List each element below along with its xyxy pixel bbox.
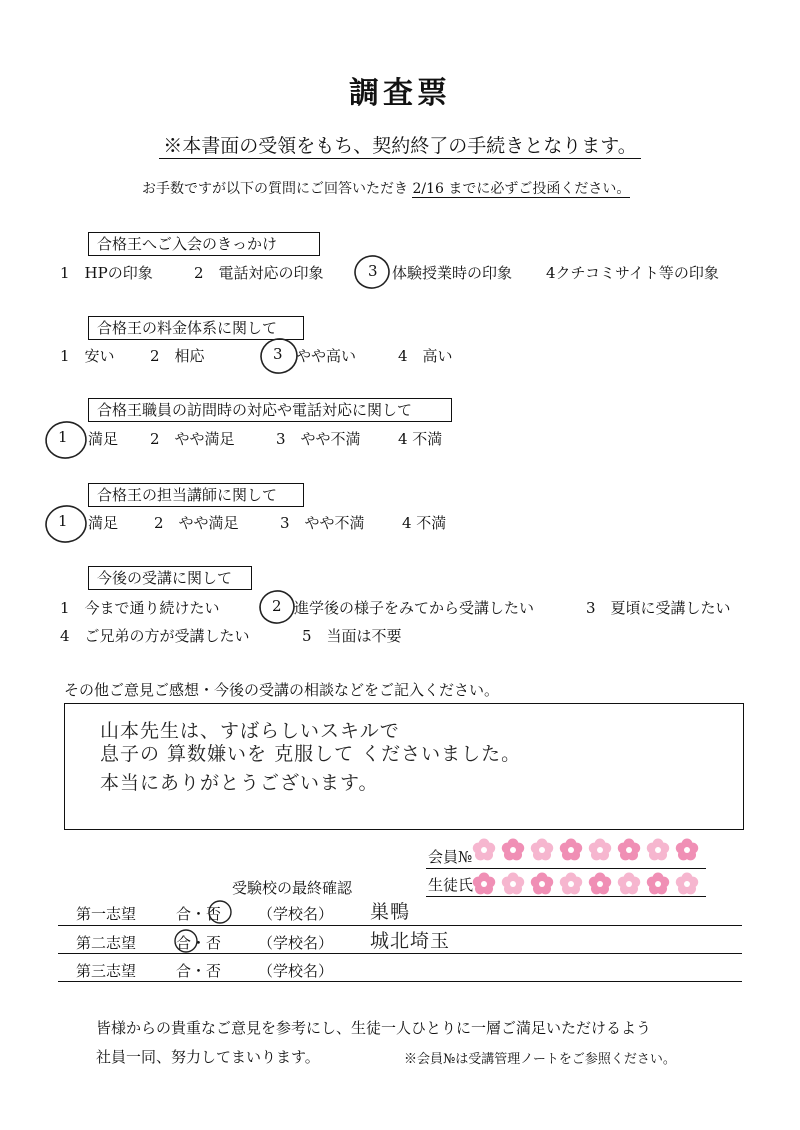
q4-option-4[interactable]: 4 不満 <box>402 514 447 532</box>
q3-option-4[interactable]: 4 不満 <box>398 430 443 448</box>
question-1-heading: 合格王へご入会のきっかけ <box>88 232 320 256</box>
comment-line-1: 山本先生は、すばらしいスキルで <box>100 720 400 742</box>
school-1-name: 巣鴨 <box>370 901 411 923</box>
school-confirm-label: 受験校の最終確認 <box>232 879 353 897</box>
school-3-choice: 第三志望 <box>76 962 137 980</box>
flower-mark <box>618 873 640 895</box>
question-4-heading: 合格王の担当講師に関して <box>88 483 304 507</box>
q5-option-4[interactable]: 4 ご兄弟の方が受講したい <box>60 627 250 645</box>
member-number-label: 会員№ <box>428 848 473 866</box>
flower-mark <box>473 839 495 861</box>
q5-option-3[interactable]: 3 夏頃に受講したい <box>586 599 731 617</box>
school-3-rule <box>58 981 742 982</box>
school-2-name: 城北埼玉 <box>370 930 451 952</box>
q2-option-3[interactable]: やや高い <box>296 347 357 365</box>
q4-answer-circle <box>44 503 89 544</box>
q5-option-5[interactable]: 5 当面は不要 <box>302 627 402 645</box>
school-1-choice: 第一志望 <box>76 905 137 923</box>
flower-mark <box>676 873 698 895</box>
q1-option-3-number[interactable]: 3 <box>368 262 378 280</box>
question-2-heading: 合格王の料金体系に関して <box>88 316 304 340</box>
comment-line-3: 本当にありがとうございます。 <box>100 772 379 794</box>
flower-mark <box>647 873 669 895</box>
deadline: 2/16 までに必ずご投函ください。 <box>412 181 631 197</box>
q3-option-1[interactable]: 満足 <box>88 430 119 448</box>
q1-option-3[interactable]: 体験授業時の印象 <box>392 264 513 282</box>
footer-note: ※会員№は受講管理ノートをご参照ください。 <box>404 1052 676 1067</box>
q5-answer-circle <box>257 588 296 625</box>
q1-option-4[interactable]: 4クチコミサイト等の印象 <box>546 264 719 282</box>
q3-answer-circle <box>44 419 89 460</box>
q1-option-2[interactable]: 2 電話対応の印象 <box>194 264 324 282</box>
notice: ※本書面の受領をもち、契約終了の手続きとなります。 <box>0 131 800 158</box>
school-2-rule <box>58 953 742 954</box>
q2-option-4[interactable]: 4 高い <box>398 347 453 365</box>
q4-option-1[interactable]: 満足 <box>88 514 119 532</box>
footer-line-2: 社員一同、努力してまいります。 <box>96 1048 320 1066</box>
comment-prompt: その他ご意見ご感想・今後の受講の相談などをご記入ください。 <box>64 681 500 699</box>
flower-mark <box>502 839 524 861</box>
flower-mark <box>560 873 582 895</box>
q1-option-1[interactable]: 1 HPの印象 <box>60 264 153 282</box>
flower-mark <box>531 873 553 895</box>
student-name-label: 生徒氏 <box>428 876 474 894</box>
question-5-heading: 今後の受講に関して <box>88 566 252 590</box>
school-2-name-label: （学校名） <box>258 934 334 952</box>
flower-mark <box>473 873 495 895</box>
q3-option-3[interactable]: 3 やや不満 <box>276 430 361 448</box>
q4-option-3[interactable]: 3 やや不満 <box>280 514 365 532</box>
flower-mark <box>560 839 582 861</box>
flower-mark <box>676 839 698 861</box>
redaction-flowers <box>468 838 708 898</box>
flower-mark <box>589 839 611 861</box>
q2-option-2[interactable]: 2 相応 <box>150 347 205 365</box>
flower-mark <box>531 839 553 861</box>
q3-option-1-number[interactable]: 1 <box>58 428 68 446</box>
q1-answer-circle <box>352 253 391 290</box>
q2-option-3-number[interactable]: 3 <box>273 345 283 363</box>
page-title: 調査票 <box>349 76 451 111</box>
flower-mark <box>502 873 524 895</box>
q5-option-2-number[interactable]: 2 <box>272 597 282 615</box>
footer-line-1: 皆様からの貴重なご意見を参考にし、生徒一人ひとりに一層ご満足いただけるよう <box>96 1019 652 1037</box>
q4-option-2[interactable]: 2 やや満足 <box>154 514 239 532</box>
q2-answer-circle <box>258 336 300 377</box>
school-2-result[interactable]: 合・否 <box>176 934 222 952</box>
school-1-result[interactable]: 合・否 <box>176 905 222 923</box>
flower-mark <box>618 839 640 861</box>
flower-mark <box>589 873 611 895</box>
q5-option-1[interactable]: 1 今まで通り続けたい <box>60 599 220 617</box>
school-2-choice: 第二志望 <box>76 934 137 952</box>
question-3-heading: 合格王職員の訪問時の対応や電話対応に関して <box>88 398 452 422</box>
q3-option-2[interactable]: 2 やや満足 <box>150 430 235 448</box>
q4-option-1-number[interactable]: 1 <box>58 512 68 530</box>
instructions: お手数ですが以下の質問にご回答いただき 2/16 までに必ずご投函ください。 <box>142 181 631 197</box>
comment-line-2: 息子の 算数嫌いを 克服して くださいました。 <box>100 743 522 765</box>
q2-option-1[interactable]: 1 安い <box>60 347 115 365</box>
school-1-name-label: （学校名） <box>258 905 334 923</box>
q5-option-2[interactable]: 進学後の様子をみてから受講したい <box>294 599 535 617</box>
school-3-result[interactable]: 合・否 <box>176 962 222 980</box>
school-3-name-label: （学校名） <box>258 962 334 980</box>
flower-mark <box>647 839 669 861</box>
